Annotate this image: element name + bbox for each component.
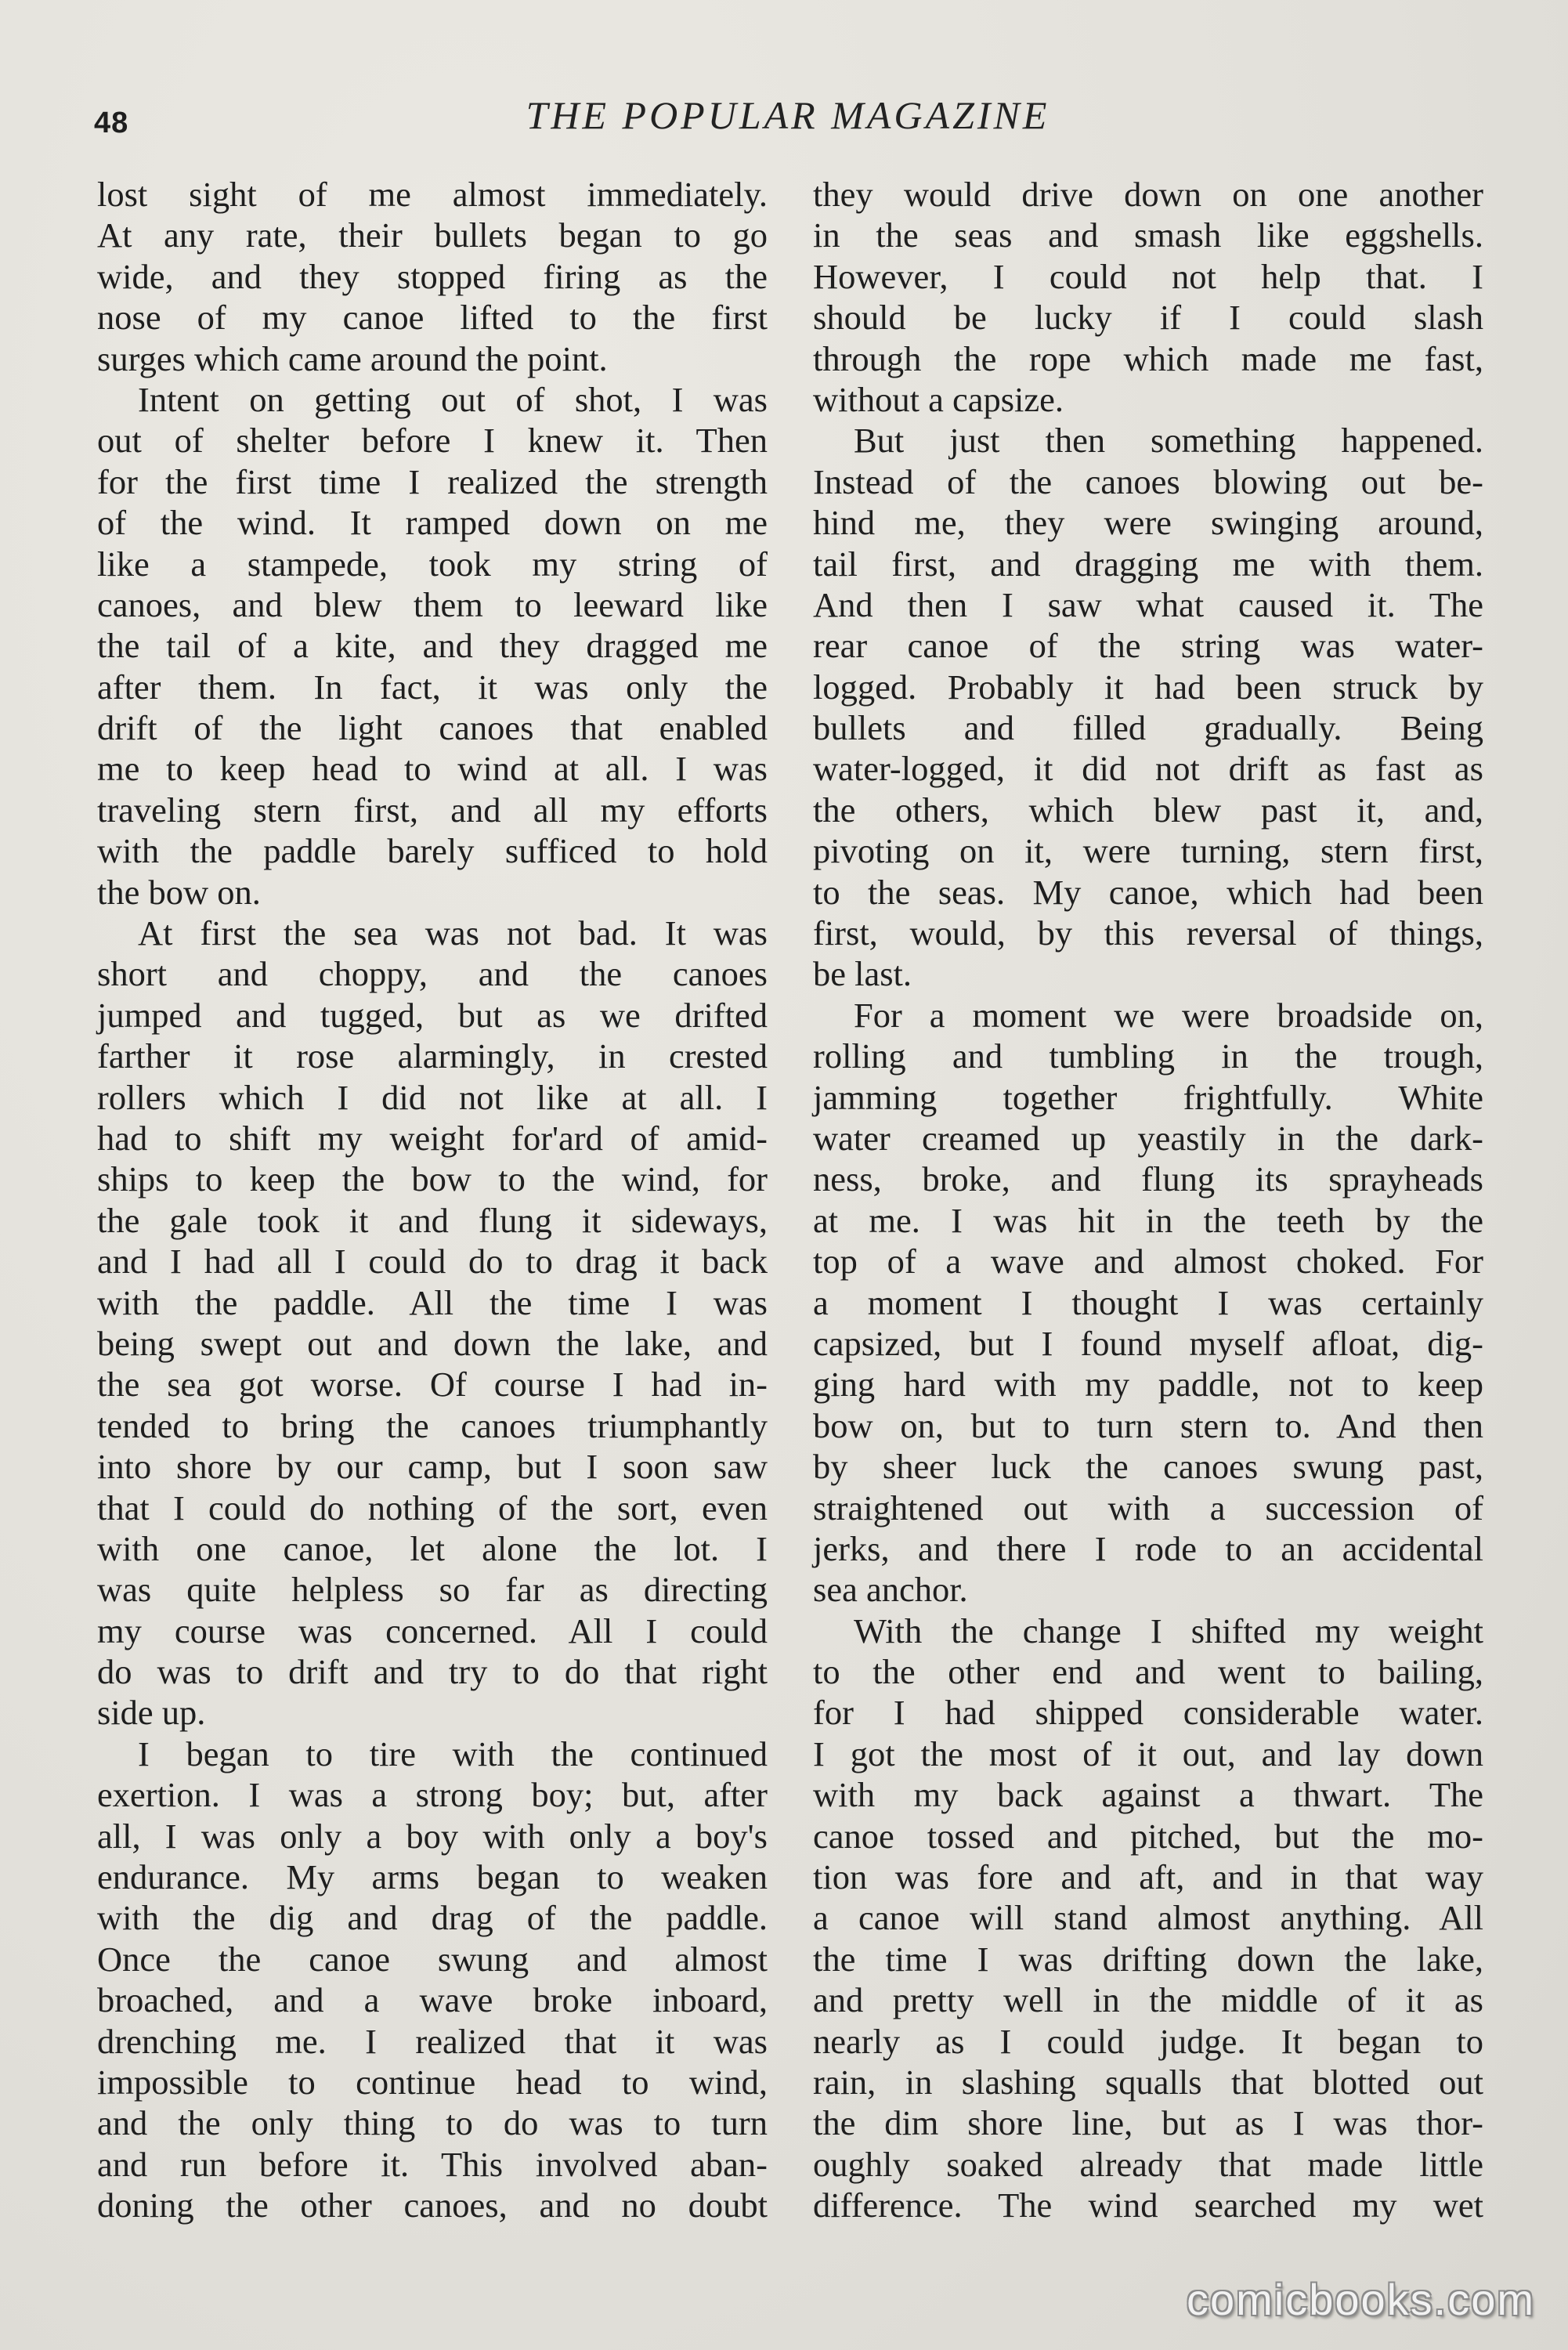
text-line: had to shift my weight for'ard of amid-	[97, 1118, 768, 1158]
text-line: However, I could not help that. I	[813, 256, 1483, 296]
text-line: without a capsize.	[813, 379, 1064, 419]
text-line: the bow on.	[97, 872, 261, 912]
text-line: exertion. I was a strong boy; but, after	[97, 1775, 768, 1815]
text-line: the sea got worse. Of course I had in-	[97, 1365, 768, 1405]
text-line: surges which came around the point.	[97, 338, 608, 378]
text-line: the dim shore line, but as I was thor-	[813, 2103, 1483, 2143]
text-line: bullets and filled gradually. Being	[813, 708, 1483, 748]
text-line: do was to drift and try to do that right	[97, 1652, 768, 1692]
text-line: farther it rose alarmingly, in crested	[97, 1036, 768, 1076]
text-line: drift of the light canoes that enabled	[97, 708, 768, 748]
text-line: for the first time I realized the strength	[97, 461, 768, 501]
text-line: first, would, by this reversal of things,	[813, 913, 1483, 953]
text-line: And then I saw what caused it. The	[813, 584, 1483, 624]
text-line: straightened out with a succession of	[813, 1488, 1483, 1528]
text-line: At first the sea was not bad. It was	[138, 913, 768, 953]
text-line: into shore by our camp, but I soon saw	[97, 1447, 768, 1487]
text-line: jumped and tugged, but as we drifted	[97, 995, 768, 1035]
text-line: capsized, but I found myself afloat, dig-	[813, 1323, 1483, 1363]
text-column-left	[97, 174, 768, 2225]
text-line: endurance. My arms began to weaken	[97, 1857, 768, 1897]
text-line: bow on, but to turn stern to. And then	[813, 1405, 1483, 1445]
text-line: with the dig and drag of the paddle.	[97, 1898, 768, 1938]
text-line: was quite helpless so far as directing	[97, 1570, 768, 1610]
text-line: Instead of the canoes blowing out be-	[813, 461, 1483, 501]
text-line: Once the canoe swung and almost	[97, 1939, 768, 1979]
text-line: after them. In fact, it was only the	[97, 667, 768, 707]
text-line: sea anchor.	[813, 1570, 968, 1610]
text-line: hind me, they were swinging around,	[813, 503, 1483, 543]
text-line: difference. The wind searched my wet	[813, 2186, 1483, 2225]
running-head: THE POPULAR MAGAZINE	[526, 93, 1050, 137]
text-line: short and choppy, and the canoes	[97, 954, 768, 994]
text-line: top of a wave and almost choked. For	[813, 1242, 1483, 1282]
text-line: they would drive down on one another	[813, 175, 1483, 214]
text-line: the tail of a kite, and they dragged me	[97, 626, 768, 666]
text-line: I got the most of it out, and lay down	[813, 1734, 1483, 1773]
text-line: a moment I thought I was certainly	[813, 1282, 1483, 1322]
text-line: doning the other canoes, and no doubt	[97, 2186, 768, 2225]
text-line: lost sight of me almost immediately.	[97, 175, 768, 214]
text-line: ging hard with my paddle, not to keep	[813, 1365, 1483, 1405]
text-line: in the seas and smash like eggshells.	[813, 215, 1483, 255]
watermark: comicbooks.com	[1186, 2275, 1535, 2324]
text-line: that I could do nothing of the sort, even	[97, 1488, 768, 1528]
text-line: a canoe will stand almost anything. All	[813, 1898, 1483, 1938]
text-column-right	[813, 174, 1483, 2225]
text-line: jamming together frightfully. White	[813, 1077, 1483, 1117]
text-line: traveling stern first, and all my efforts	[97, 790, 768, 830]
text-line: by sheer luck the canoes swung past,	[813, 1447, 1483, 1487]
text-line: and run before it. This involved aban-	[97, 2144, 768, 2184]
text-line: canoe tossed and pitched, but the mo-	[813, 1816, 1483, 1856]
text-line: with one canoe, let alone the lot. I	[97, 1528, 768, 1568]
text-line: drenching me. I realized that it was	[97, 2021, 768, 2061]
text-line: rolling and tumbling in the trough,	[813, 1036, 1483, 1076]
text-line: With the change I shifted my weight	[854, 1611, 1483, 1650]
text-line: being swept out and down the lake, and	[97, 1323, 768, 1363]
text-line: and I had all I could do to drag it back	[97, 1242, 768, 1282]
text-line: tended to bring the canoes triumphantly	[97, 1405, 768, 1445]
text-line: tion was fore and aft, and in that way	[813, 1857, 1483, 1897]
text-line: oughly soaked already that made little	[813, 2144, 1483, 2184]
page-number: 48	[94, 107, 129, 139]
text-line: and pretty well in the middle of it as	[813, 1980, 1483, 2020]
article-body	[97, 174, 1483, 2225]
text-line: for I had shipped considerable water.	[813, 1693, 1483, 1733]
text-line: out of shelter before I knew it. Then	[97, 421, 768, 461]
text-line: and the only thing to do was to turn	[97, 2103, 768, 2143]
text-line: rollers which I did not like at all. I	[97, 1077, 768, 1117]
text-line: At any rate, their bullets began to go	[97, 215, 768, 255]
text-line: pivoting on it, were turning, stern first,	[813, 831, 1483, 871]
text-line: nose of my canoe lifted to the first	[97, 298, 768, 338]
text-line: like a stampede, took my string of	[97, 544, 768, 584]
text-line: should be lucky if I could slash	[813, 298, 1483, 338]
text-line: the others, which blew past it, and,	[813, 790, 1483, 830]
text-line: canoes, and blew them to leeward like	[97, 584, 768, 624]
text-line: rain, in slashing squalls that blotted out	[813, 2062, 1483, 2102]
text-line: tail first, and dragging me with them.	[813, 544, 1483, 584]
text-line: But just then something happened.	[854, 421, 1483, 461]
text-line: me to keep head to wind at all. I was	[97, 749, 768, 789]
text-line: water-logged, it did not drift as fast as	[813, 749, 1483, 789]
text-line: with my back against a thwart. The	[813, 1775, 1483, 1815]
text-line: of the wind. It ramped down on me	[97, 503, 768, 543]
text-line: I began to tire with the continued	[138, 1734, 768, 1773]
text-line: impossible to continue head to wind,	[97, 2062, 768, 2102]
text-line: to the other end and went to bailing,	[813, 1652, 1483, 1692]
text-line: For a moment we were broadside on,	[854, 995, 1483, 1035]
text-line: side up.	[97, 1693, 206, 1733]
text-line: my course was concerned. All I could	[97, 1611, 768, 1650]
text-line: jerks, and there I rode to an accidental	[813, 1528, 1483, 1568]
text-line: nearly as I could judge. It began to	[813, 2021, 1483, 2061]
text-line: wide, and they stopped firing as the	[97, 256, 768, 296]
text-line: at me. I was hit in the teeth by the	[813, 1200, 1483, 1240]
page-header	[94, 92, 1482, 147]
text-line: be last.	[813, 954, 912, 994]
text-line: the time I was drifting down the lake,	[813, 1939, 1483, 1979]
text-line: the gale took it and flung it sideways,	[97, 1200, 768, 1240]
text-line: to the seas. My canoe, which had been	[813, 872, 1483, 912]
text-line: rear canoe of the string was water-	[813, 626, 1483, 666]
text-line: through the rope which made me fast,	[813, 338, 1483, 378]
text-line: ness, broke, and flung its sprayheads	[813, 1159, 1483, 1199]
text-line: water creamed up yeastily in the dark-	[813, 1118, 1483, 1158]
text-line: Intent on getting out of shot, I was	[138, 379, 768, 419]
text-line: broached, and a wave broke inboard,	[97, 1980, 768, 2020]
text-line: all, I was only a boy with only a boy's	[97, 1816, 768, 1856]
text-line: logged. Probably it had been struck by	[813, 667, 1483, 707]
text-line: with the paddle. All the time I was	[97, 1282, 768, 1322]
text-line: with the paddle barely sufficed to hold	[97, 831, 768, 871]
text-line: ships to keep the bow to the wind, for	[97, 1159, 768, 1199]
